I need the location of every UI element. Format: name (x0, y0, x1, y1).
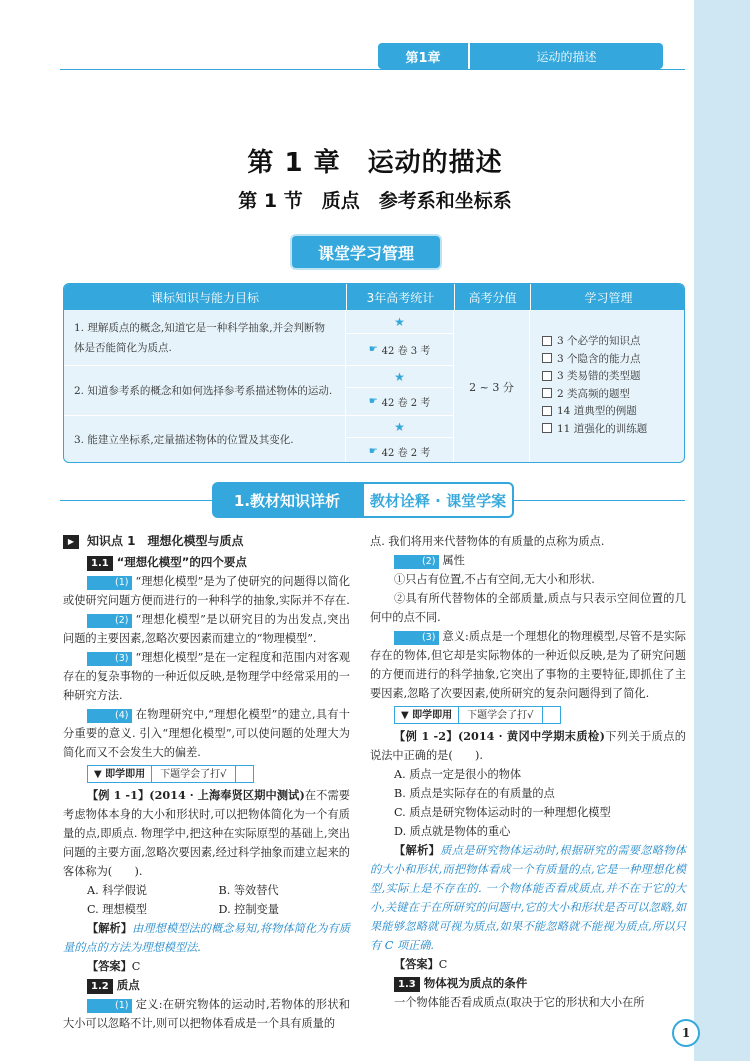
section-banner-title: 1.教材知识详析 (212, 482, 362, 518)
table-header (64, 284, 685, 310)
paragraph: 点. 我们将用来代替物体的有质量的点称为质点. (370, 535, 605, 548)
subheading-1-3: 1.3 物体视为质点的条件 (370, 974, 686, 993)
goals-table (63, 283, 685, 463)
checklist-item[interactable]: 14 道典型的例题 (542, 402, 685, 420)
subheading-1-1: 1.1 “理想化模型”的四个要点 (63, 553, 350, 572)
checklist-item[interactable]: 2 类高频的题型 (542, 385, 685, 403)
answer: 【答案】C (87, 959, 141, 973)
checklist-item[interactable]: 11 道强化的训练题 (542, 420, 685, 438)
checklist-item[interactable]: 3 个必学的知识点 (542, 332, 685, 350)
paragraph: (4) 在物理研究中,“理想化模型”的建立,具有十分重要的意义. 引入“理想化模型”,可以使问题的处理大为简化而又不会发生大的偏差. (63, 708, 350, 759)
left-column (63, 532, 350, 1033)
practice-label: ▼ 即学即用 (87, 765, 152, 783)
checkbox-icon[interactable] (542, 353, 552, 363)
table-exam-2 (346, 388, 454, 416)
example-1-2: 【例 1 -2】(2014 · 黄冈中学期末质检)下列关于质点的说法中正确的是( ). (370, 729, 686, 762)
paragraph: ①只占有位置,不占有空间,无大小和形状. (394, 573, 595, 586)
hand-pointer-icon: ☛ (368, 445, 378, 457)
subheading-1-2: 1.2 质点 (63, 976, 350, 995)
options: A. 科学假说 B. 等效替代 C. 理想模型 D. 控制变量 (87, 884, 279, 916)
play-icon: ▶ (63, 535, 79, 549)
practice-bar (394, 706, 686, 724)
star-icon: ★ (346, 366, 454, 388)
paragraph: (1) 定义:在研究物体的运动时,若物体的形状和大小可以忽略不计,则可以把物体看成是一个具有质量的 (63, 998, 350, 1030)
paragraph: (1) “理想化模型”是为了使研究的问题得以简化或使研究问题方便而进行的一种科学的抽象,实际并不存在. (63, 575, 350, 607)
checklist-item[interactable]: 3 个隐含的能力点 (542, 350, 685, 368)
practice-checkbox[interactable] (236, 765, 254, 783)
table-exam-3 (346, 438, 454, 463)
chapter-title: 第 1 章 运动的描述 (247, 148, 503, 178)
table-goal-1: 1. 理解质点的概念,知道它是一种科学抽象,并会判断物体是否能简化为质点. (64, 310, 346, 366)
class-management-banner: 课堂学习管理 (290, 234, 442, 270)
option: A. 质点一定是很小的物体 (394, 768, 522, 781)
section-divider-left (60, 500, 212, 501)
option: C. 质点是研究物体运动时的一种理想化模型 (394, 806, 611, 819)
analysis: 【解析】由理想模型法的概念易知,将物体简化为有质量的点的方法为理想模型法. (63, 921, 350, 954)
analysis: 【解析】质点是研究物体运动时,根据研究的需要忽略物体的大小和形状,而把物体看成一个有质量的点,它是一种理想化模型,实际上是不存在的. 一个物体能否看成质点,并不在于它的大小,关键在于在所研究的问题中,它的大小和形状是否可以忽略,如果能够忽略就可视为质点,如果不能忽略就不能视为质点,所以只有 C 项正确. (370, 843, 686, 952)
answer: 【答案】C (394, 957, 448, 971)
paragraph: (3) “理想化模型”是在一定程度和范围内对客观存在的复杂事物的一种近似反映,是物理学中经常采用的一种研究方法. (63, 651, 350, 702)
topic-label: 运动的描述 (468, 43, 663, 69)
example-1-1: 【例 1 -1】(2014 · 上海奉贤区期中测试)在不需要考虑物体本身的大小和形状时,可以把物体简化为一个有质量的点,即质点. 物理学中,把这种在实际原型的基础上,突出问题的主要方面,忽略次要因素,经过科学抽象而建立起来的客体称为( ). (63, 788, 350, 878)
practice-bar (87, 765, 350, 783)
checkbox-icon[interactable] (542, 423, 552, 433)
option: B. 质点是实际存在的有质量的点 (394, 787, 555, 800)
paragraph: (2) 属性 (370, 551, 686, 570)
table-score: 2 ~ 3 分 (454, 310, 530, 463)
table-header-score: 高考分值 (454, 284, 530, 310)
checklist-item[interactable]: 3 类易错的类型题 (542, 367, 685, 385)
exam-count: 42 卷 3 考 (381, 346, 431, 357)
chapter-header-tab (378, 43, 663, 69)
practice-hint: 下题学会了打√ (152, 765, 235, 783)
checkbox-icon[interactable] (542, 371, 552, 381)
table-goal-3: 3. 能建立坐标系,定量描述物体的位置及其变化. (64, 416, 346, 463)
hand-pointer-icon: ☛ (368, 344, 378, 355)
management-checklist (530, 310, 685, 463)
exam-count: 42 卷 2 考 (381, 447, 431, 459)
table-header-stats: 3年高考统计 (346, 284, 454, 310)
paragraph: (2) “理想化模型”是以研究目的为出发点,突出问题的主要因素,忽略次要因素而建立的“物理模型”. (63, 613, 350, 645)
table-exam-1 (346, 334, 454, 366)
section-banner-subtitle: 教材诠释 · 课堂学案 (362, 482, 514, 518)
table-header-management: 学习管理 (530, 284, 685, 310)
exam-count: 42 卷 2 考 (381, 398, 431, 409)
practice-hint: 下题学会了打√ (459, 706, 542, 724)
knowledge-point-heading: ▶ 知识点 1 理想化模型与质点 (63, 532, 350, 551)
star-icon: ★ (346, 416, 454, 438)
paragraph: ②具有所代替物体的全部质量,质点与只表示空间位置的几何中的点不同. (370, 592, 686, 624)
paragraph: 一个物体能否看成质点(取决于它的形状和大小在所 (394, 996, 645, 1009)
checkbox-icon[interactable] (542, 388, 552, 398)
section-banner (212, 482, 514, 518)
paragraph: (3) 意义:质点是一个理想化的物理模型,尽管不是实际存在的物体,但它却是实际物体的一种近似反映,是为了研究问题的方便而进行的科学抽象,它突出了事物的主要特征,即抓住了主要因素,忽略了次要因素,使所研究的复杂问题得到了简化. (370, 630, 686, 700)
right-column (370, 532, 686, 1012)
practice-label: ▼ 即学即用 (394, 706, 459, 724)
practice-checkbox[interactable] (543, 706, 561, 724)
section-title: 第 1 节 质点 参考系和坐标系 (238, 190, 512, 212)
page-number: 1 (672, 1019, 700, 1047)
checkbox-icon[interactable] (542, 336, 552, 346)
chapter-label: 第1章 (378, 43, 468, 69)
section-divider-right (514, 500, 685, 501)
option: D. 质点就是物体的重心 (394, 825, 511, 838)
table-header-goal: 课标知识与能力目标 (150, 290, 259, 305)
hand-pointer-icon: ☛ (368, 396, 378, 407)
star-icon: ★ (346, 310, 454, 334)
checkbox-icon[interactable] (542, 406, 552, 416)
table-goal-2: 2. 知道参考系的概念和如何选择参考系描述物体的运动. (64, 366, 346, 416)
header-divider (60, 69, 685, 70)
